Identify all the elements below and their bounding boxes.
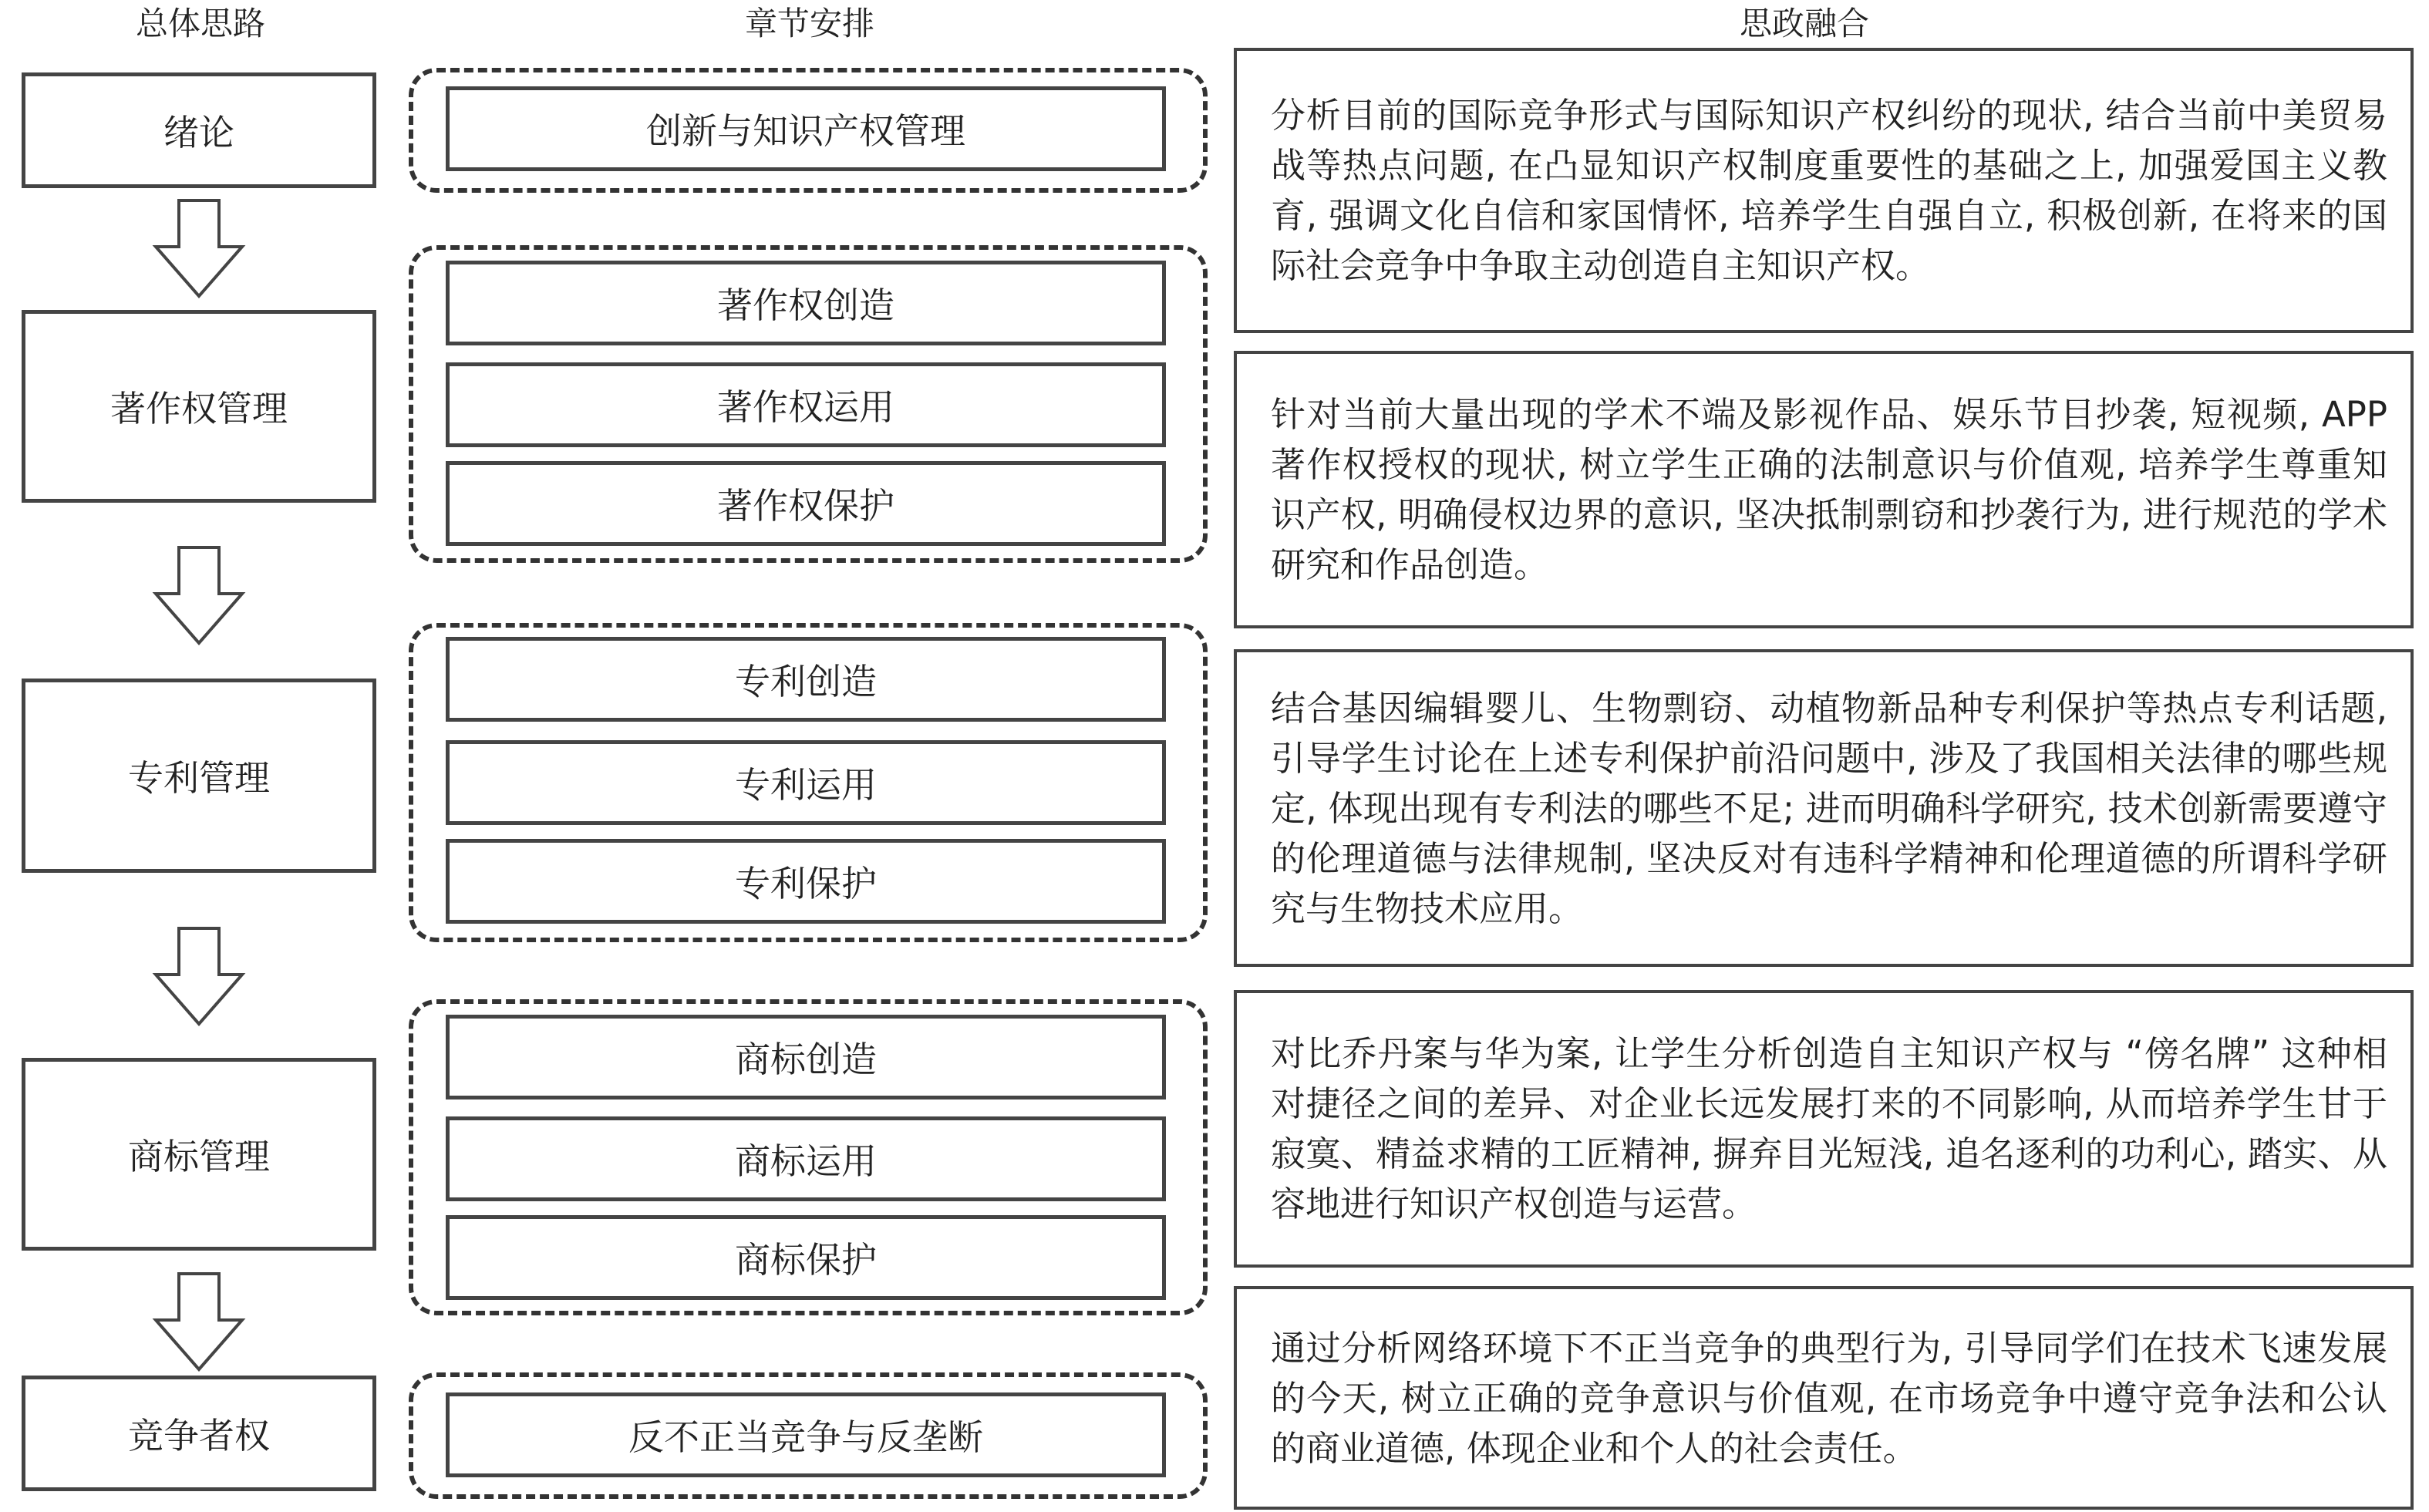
ideology-box-intro <box>1234 48 2414 333</box>
header-chapters: 章节安排 <box>744 5 874 42</box>
module-intro: 绪论 <box>22 72 376 188</box>
chapter-box: 著作权运用 <box>446 362 1166 447</box>
chapter-box: 著作权创造 <box>446 261 1166 345</box>
module-competition: 竞争者权 <box>22 1376 376 1491</box>
module-trademark: 商标管理 <box>22 1058 376 1251</box>
down-arrow-icon <box>153 1272 245 1372</box>
ideology-text: 分析目前的国际竞争形式与国际知识产权纠纷的现状, 结合当前中美贸易战等热点问题, 在凸显知识产权制度重要性的基础之上, 加强爱国主义教育, 强调文化自信和家国情怀, 培养学生自强自立, 积极创新, 在将来的国际社会竞争中争取主动创造自主知识产权。 <box>1271 95 2387 286</box>
ideology-text: 通过分析网络环境下不正当竞争的典型行为, 引导同学们在技术飞速发展的今天, 树立正确的竞争意识与价值观, 在市场竞争中遵守竞争法和公认的商业道德, 体现企业和个人的社会责任。 <box>1271 1327 2387 1469</box>
chapter-box: 商标运用 <box>446 1116 1166 1201</box>
ideology-text: 结合基因编辑婴儿、生物剽窃、动植物新品种专利保护等热点专利话题, 引导学生讨论在上述专利保护前沿问题中, 涉及了我国相关法律的哪些规定, 体现出现有专利法的哪些不足; 进而明确科学研究, 技术创新需要遵守的伦理道德与法律规制, 坚决反对有违科学精神和伦理道德的所谓科学研究与生物技术应用。 <box>1271 687 2387 929</box>
ideology-text: 针对当前大量出现的学术不端及影视作品、娱乐节目抄袭, 短视频, APP 著作权授权的现状, 树立学生正确的法制意识与价值观, 培养学生尊重知识产权, 明确侵权边界的意识, 坚决抵制剽窃和抄袭行为, 进行规范的学术研究和作品创造。 <box>1271 394 2387 585</box>
chapter-box: 专利保护 <box>446 839 1166 924</box>
chapter-box: 反不正当竞争与反垄断 <box>446 1392 1166 1477</box>
ideology-box-patent <box>1234 649 2414 967</box>
chapter-box: 专利创造 <box>446 637 1166 722</box>
down-arrow-icon <box>153 546 245 646</box>
ideology-box-copyright <box>1234 351 2414 628</box>
ideology-text: 对比乔丹案与华为案, 让学生分析创造自主知识产权与 “傍名牌” 这种相对捷径之间的差异、对企业长远发展打来的不同影响, 从而培养学生甘于寂寞、精益求精的工匠精神, 摒弃目光短浅, 追名逐利的功利心, 踏实、从容地进行知识产权创造与运营。 <box>1271 1033 2387 1224</box>
down-arrow-icon <box>153 199 245 299</box>
header-overall: 总体思路 <box>135 5 265 42</box>
down-arrow-icon <box>153 927 245 1027</box>
chapter-box: 商标创造 <box>446 1015 1166 1099</box>
chapter-box: 商标保护 <box>446 1215 1166 1300</box>
chapter-box: 著作权保护 <box>446 461 1166 546</box>
module-copyright: 著作权管理 <box>22 310 376 503</box>
chapter-box: 创新与知识产权管理 <box>446 86 1166 171</box>
ideology-box-competition <box>1234 1286 2414 1510</box>
chapter-box: 专利运用 <box>446 740 1166 825</box>
ideology-box-trademark <box>1234 990 2414 1268</box>
module-patent: 专利管理 <box>22 679 376 873</box>
header-ideology: 思政融合 <box>1739 5 1869 42</box>
